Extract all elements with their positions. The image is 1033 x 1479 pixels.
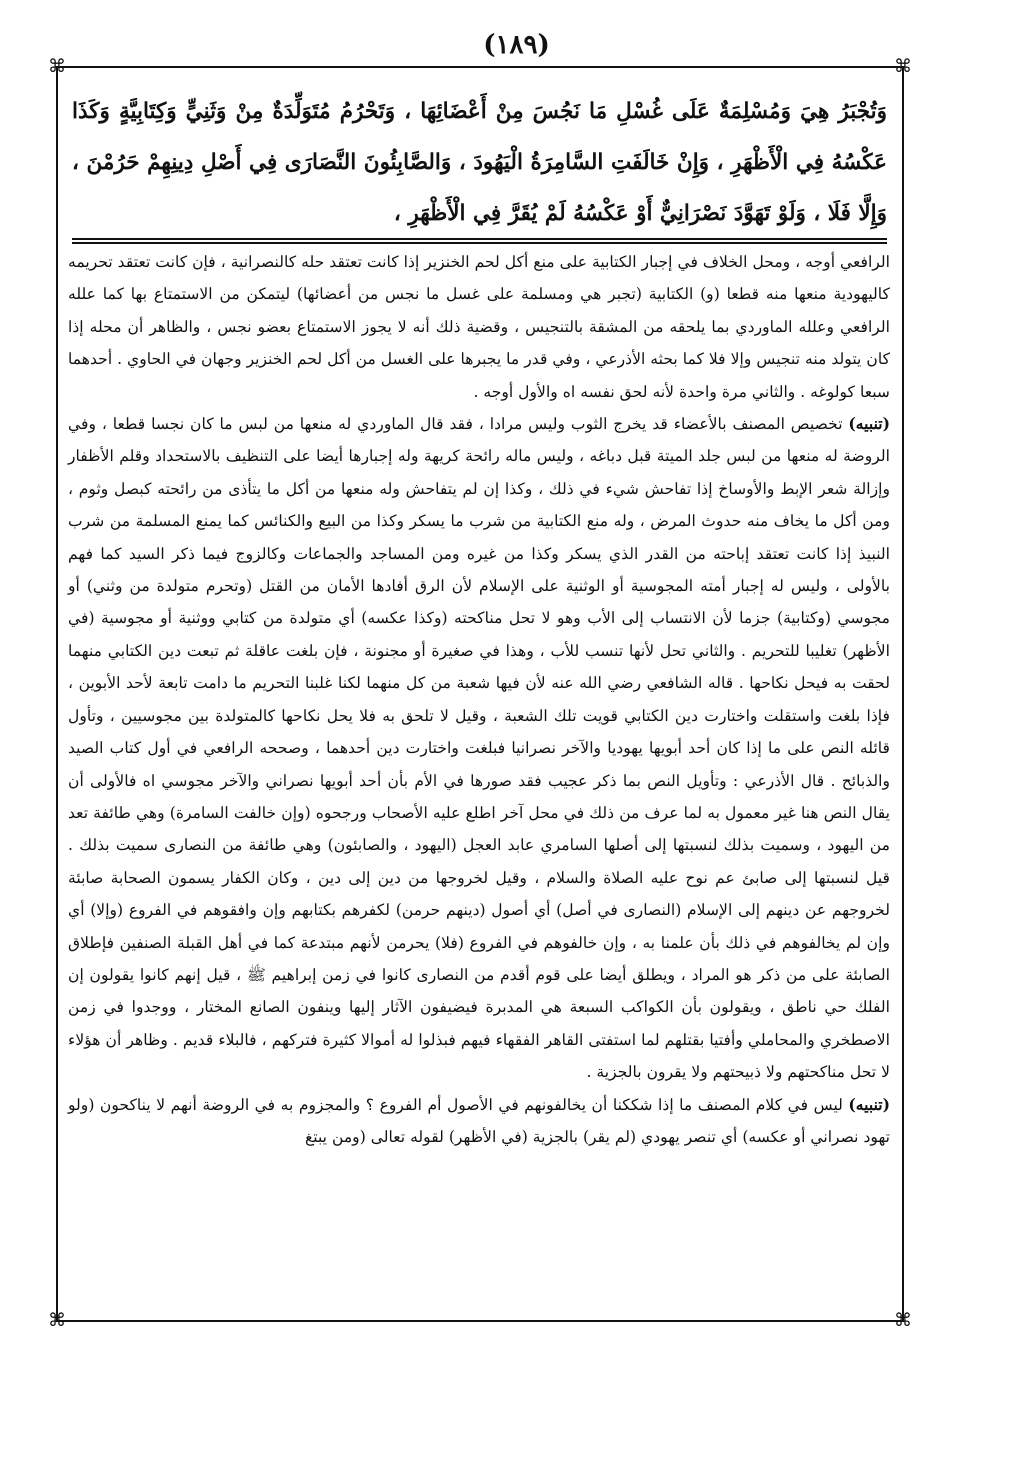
frame-bottom-border [56,1320,904,1322]
sharh-tanbih-paragraph [68,408,890,1089]
tanbih-label: (تنبيه) [848,414,890,434]
tanbih-label: (تنبيه) [848,1094,890,1114]
frame-left-border [56,66,58,1322]
section-divider [72,242,887,244]
corner-ornament-icon: ⌘ [48,56,66,77]
frame-right-border [902,66,904,1322]
sharh-text-block [68,246,890,1153]
corner-ornament-icon: ⌘ [894,56,912,77]
tanbih-text: ليس في كلام المصنف ما إذا شككنا أن يخالفونهم في الأصول أم الفروع ؟ والمجزوم به في الروضة أنهم لا يناكحون (ولو تهود نصراني أو عكسه) أي تنصر يهودي (لم يقر) بالجزية (في الأظهر) لقوله تعالى (ومن يبتغ [68,1095,890,1146]
page-number: (١٨٩) [483,30,550,60]
section-divider [72,238,887,240]
matn-text-block [72,86,887,239]
corner-ornament-icon: ⌘ [48,1310,66,1331]
sharh-paragraph: الرافعي أوجه ، ومحل الخلاف في إجبار الكتابية على منع أكل لحم الخنزير إذا كانت تعتقد حله كالنصرانية ، فإن كانت تعتقد تحريمه كاليهودية منعها منه قطعا (و) الكتابية (تجبر هي ومسلمة على غسل ما نجس من أعضائها) ليتمكن من الاستمتاع بها كما علله الرافعي وعلله الماوردي بما يلحقه من المشقة بالتنجيس ، وقضية ذلك أنه لا يجوز الاستمتاع بعضو نجس ، والظاهر أن محله إذا كان يتولد منه تنجيس وإلا فلا كما بحثه الأذرعي ، وفي قدر ما يجبرها على الغسل من أكل لحم الخنزير وجهان في الحاوي . أحدهما سبعا كولوغه . والثاني مرة واحدة لأنه لحق نفسه اه والأول أوجه . [68,253,890,401]
corner-ornament-icon: ⌘ [894,1310,912,1331]
tanbih-text: تخصيص المصنف بالأعضاء قد يخرج الثوب وليس مرادا ، فقد قال الماوردي له منعها من لبس ما كان نجسا قطعا ، وفي الروضة له منعها من لبس جلد الميتة قبل دباغه ، وليس ماله رائحة كريهة وله إجبارها أيضا على التنظيف بالاستحداد وقلم الأظفار وإزالة شعر الإبط والأوساخ إذا تفاحش شيء في ذلك ، وكذا إن لم يتفاحش وله منعها من أكل ما يتأذى من رائحته كبصل وثوم ، ومن أكل ما يخاف منه حدوث المرض ، وله منع الكتابية من شرب ما يسكر وكذا من البيع والكنائس كما يمنع المسلمة من شرب النبيذ إذا كانت تعتقد إباحته من القدر الذي يسكر وكذا من غيره ومن المساجد والجماعات وكالزوج فيما ذكر السيد كما فهم بالأولى ، وليس له إجبار أمته المجوسية أو الوثنية على الإسلام لأن الرق أفادها الأمان من القتل (وتحرم متولدة من وثني) أو مجوسي (وكتابية) جزما لأن الانتساب إلى الأب وهو لا تحل مناكحته (وكذا عكسه) أي متولدة من كتابي ووثنية أو مجوسية (في الأظهر) تغليبا للتحريم . والثاني تحل لأنها تنسب للأب ، وهذا في صغيرة أو مجنونة ، فإن بلغت عاقلة ثم تبعت دين الكتابي منهما لحقت به فيحل نكاحها . قاله الشافعي رضي الله عنه لأن فيها شعبة من كل منهما لكنا غلبنا التحريم ما دامت تابعة لأحد الأبوين ، فإذا بلغت واستقلت واختارت دين الكتابي قويت تلك الشعبة ، وقيل لا تلحق به فلا يحل نكاحها كالمتولدة بين مجوسيين ، وتأول قائله النص على ما إذا كان أحد أبويها يهوديا والآخر نصرانيا فبلغت واختارت دين أحدهما ، وصححه الرافعي في أول كتاب الصيد والذبائح . قال الأذرعي : وتأويل النص بما ذكر عجيب فقد صورها في الأم بأن أحد أبويها نصراني والآخر مجوسي اه فالأولى أن يقال النص هنا غير معمول به لما عرف من ذلك في محل آخر اطلع عليه الأصحاب ورجحوه (وإن خالفت السامرة) وهي طائفة تعد من اليهود ، وسميت بذلك لنسبتها إلى أصلها السامري عابد العجل (اليهود ، والصابئون) وهي طائفة من النصارى سميت بذلك . قيل لنسبتها إلى صابئ عم نوح عليه الصلاة والسلام ، وقيل لخروجها من دين إلى دين ، وكان الكفار يسمون الصحابة صابئة لخروجهم عن دينهم إلى الإسلام (النصارى في أصل) أي أصول (دينهم حرمن) لكفرهم بكتابهم وإن وافقوهم في الفروع (وإلا) أي وإن لم يخالفوهم في ذلك بأن علمنا به ، وإن خالفوهم في الفروع (فلا) يحرمن لأنهم مبتدعة كما في أهل القبلة الصنفين فإطلاق الصابئة على من ذكر هو المراد ، ويطلق أيضا على قوم أقدم من النصارى كانوا في زمن إبراهيم ﷺ ، قيل إنهم كانوا يقولون إن الفلك حي ناطق ، ويقولون بأن الكواكب السبعة هي المدبرة فيضيفون الآثار إليها وينفون الصانع المختار ، ووجدوا في زمن الاصطخري والمحاملي وأفتيا بقتلهم لما استفتى القاهر الفقهاء فيهم فبذلوا له أموالا كثيرة فتركهم ، فالبلاء قديم . وظاهر أن هؤلاء لا تحل مناكحتهم ولا ذبيحتهم ولا يقرون بالجزية . [68,415,890,1082]
frame-top-border [56,66,904,68]
matn-paragraph: وَتُجْبَرُ هِيَ وَمُسْلِمَةٌ عَلَى غُسْلِ مَا نَجُسَ مِنْ أَعْضَائِهَا ، وَتَحْرُمُ مُتَوَلِّدَةٌ مِنْ وَثَنِيٍّ وَكِتَابِيَّةٍ وَكَذَا عَكْسُهُ فِي الْأَظْهَرِ ، وَإِنْ خَالَفَتِ السَّامِرَةُ الْيَهُودَ ، وَالصَّابِئُونَ النَّصَارَى فِي أَصْلِ دِينِهِمْ حَرُمْنَ ، وَإِلَّا فَلَا ، وَلَوْ تَهَوَّدَ نَصْرَانِيٌّ أَوْ عَكْسُهُ لَمْ يُقَرَّ فِي الْأَظْهَرِ ، [72,99,887,226]
sharh-tanbih-paragraph [68,1089,890,1154]
